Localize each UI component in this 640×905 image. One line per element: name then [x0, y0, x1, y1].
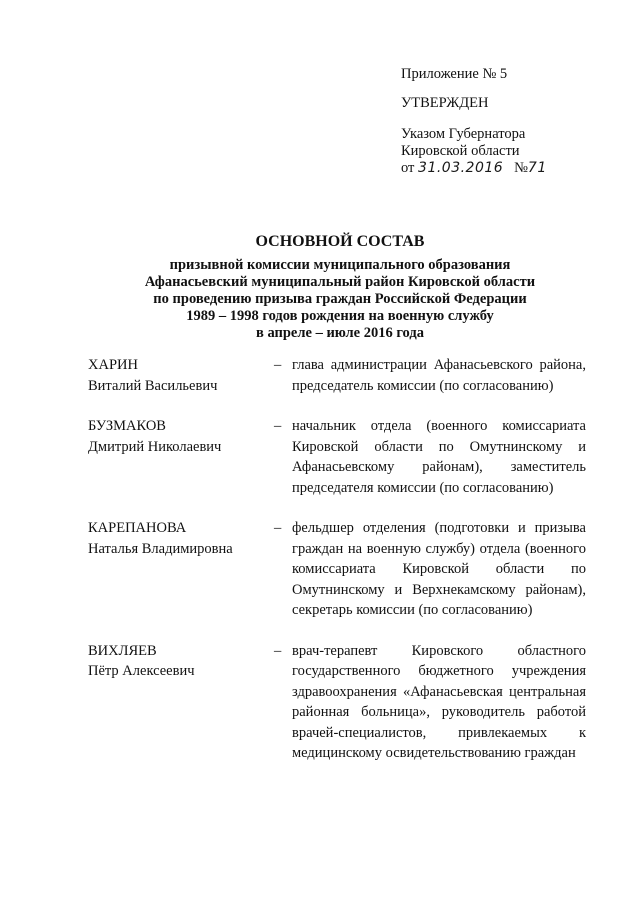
number-prefix: №: [514, 160, 528, 176]
title-line: 1989 – 1998 годов рождения на военную службу: [186, 308, 494, 324]
member-entry: [88, 416, 588, 498]
member-name-column: [88, 416, 274, 498]
member-role: врач-терапевт Кировского областного государственного бюджетного учреждения здравоохранения «Афанасьевская центральная районная больница», руководитель работой врачей-специалистов, привлекаемых к медицинскому освидетельствованию граждан: [292, 642, 586, 761]
members-list: [88, 355, 588, 784]
document-title: [90, 231, 590, 342]
title-line: призывной комиссии муниципального образования: [169, 257, 511, 273]
approved-label: УТВЕРЖДЕН: [401, 95, 489, 111]
dash-separator: –: [274, 418, 282, 434]
member-name-column: [88, 641, 274, 764]
dash-separator: –: [274, 357, 282, 373]
dash-separator: –: [274, 642, 282, 659]
member-role: начальник отдела (военного комиссариата Кировской области по Омутнинскому и Афанасьевскому районам), заместитель председателя комиссии (по согласованию): [292, 418, 586, 496]
member-surname: ВИХЛЯЕВ: [88, 642, 157, 659]
approval-block: [401, 66, 621, 177]
decree-line-1: Указом Губернатора: [401, 126, 526, 142]
member-surname: БУЗМАКОВ: [88, 418, 166, 434]
member-surname: ХАРИН: [88, 357, 138, 373]
member-given-name: Наталья Владимировна: [88, 540, 233, 557]
handwritten-date: 31.03.2016: [418, 160, 504, 176]
appendix-label: Приложение № 5: [401, 66, 508, 82]
title-line: в апреле – июле 2016 года: [256, 325, 424, 341]
decree-date-line: [401, 160, 621, 177]
member-name-column: [88, 518, 274, 621]
member-name-column: [88, 355, 274, 396]
member-entry: [88, 355, 588, 396]
member-surname: КАРЕПАНОВА: [88, 520, 187, 536]
member-entry: [88, 641, 588, 764]
title-heading: ОСНОВНОЙ СОСТАВ: [255, 233, 425, 250]
title-line: по проведению призыва граждан Российской Федерации: [153, 291, 527, 307]
title-line: Афанасьевский муниципальный район Кировской области: [144, 274, 536, 290]
member-given-name: Виталий Васильевич: [88, 377, 218, 394]
member-given-name: Дмитрий Николаевич: [88, 438, 222, 455]
decree-line-2: Кировской области: [401, 143, 520, 159]
date-prefix: от: [401, 160, 415, 176]
handwritten-number: 71: [527, 160, 547, 176]
dash-separator: –: [274, 520, 282, 536]
member-entry: [88, 518, 588, 621]
member-role: фельдшер отделения (подготовки и призыва граждан на военную службу) отдела (военного комиссариата Кировской области по Омутнинскому и Верхнекамскому районам), секретарь комиссии (по согласованию): [292, 520, 586, 618]
member-role: глава администрации Афанасьевского района, председатель комиссии (по согласованию): [292, 357, 586, 394]
member-given-name: Пётр Алексеевич: [88, 663, 195, 679]
